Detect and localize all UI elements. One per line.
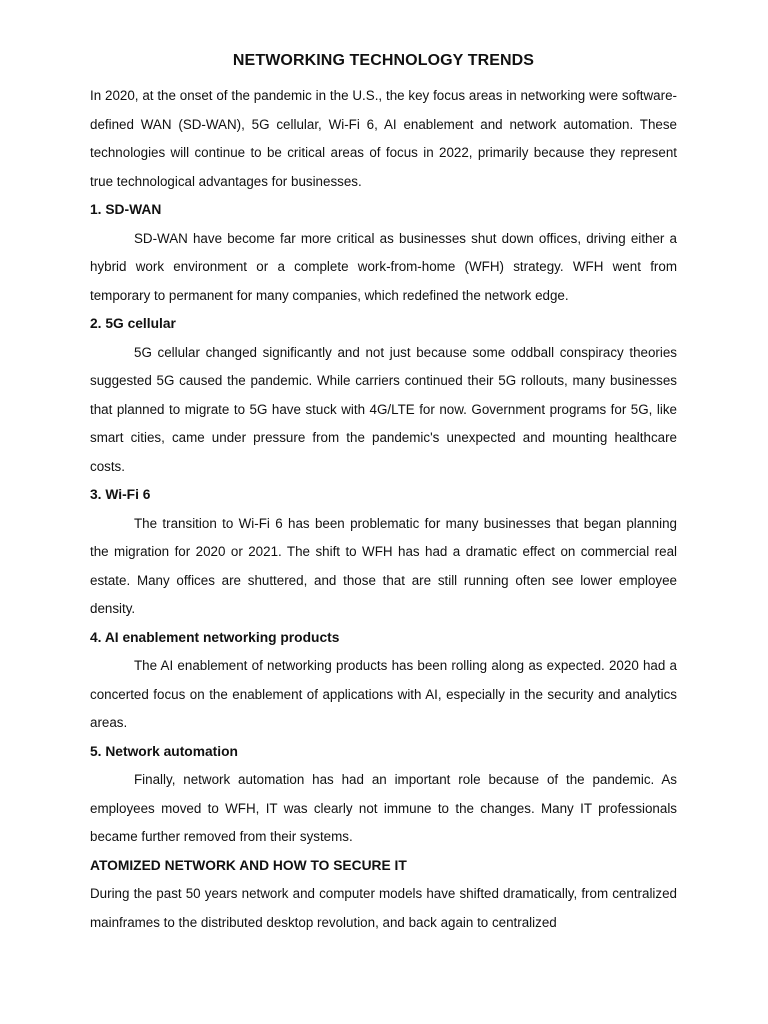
document-page [90,46,677,937]
intro-paragraph: In 2020, at the onset of the pandemic in the U.S., the key focus areas in networking were software-defined WAN (SD-WAN), 5G cellular, Wi-Fi 6, AI enablement and network automation. These technologies will continue to be critical areas of focus in 2022, primarily because they represent true technological advantages for businesses. [90,88,677,189]
section-heading-5g-cellular: 2. 5G cellular [90,316,176,331]
section-body-5g-cellular: 5G cellular changed significantly and not just because some oddball conspiracy theories suggested 5G caused the pandemic. While carriers continued their 5G rollouts, many businesses that planned to migrate to 5G have stuck with 4G/LTE for now. Government programs for 5G, like smart cities, came under pressure from the pandemic's unexpected and mounting healthcare costs. [90,344,677,474]
section-body-sd-wan: SD-WAN have become far more critical as businesses shut down offices, driving either a hybrid work environment or a complete work-from-home (WFH) strategy. WFH went from temporary to permanent for many companies, which redefined the network edge. [90,230,677,303]
section-body-wifi-6: The transition to Wi-Fi 6 has been problematic for many businesses that began planning the migration for 2020 or 2021. The shift to WFH has had a dramatic effect on commercial real estate. Many offices are shuttered, and those that are still running often see lower employee density. [90,515,677,616]
section-body-network-automation: Finally, network automation has had an important role because of the pandemic. As employees moved to WFH, IT was clearly not immune to the changes. Many IT professionals became further removed from their systems. [90,772,677,844]
section-heading-ai-enablement: 4. AI enablement networking products [90,629,340,645]
section-heading-wifi-6: 3. Wi-Fi 6 [90,487,151,502]
document-title: NETWORKING TECHNOLOGY TRENDS [232,52,535,69]
section-body-atomized-network: During the past 50 years network and computer models have shifted dramatically, from centralized mainframes to the distributed desktop revolution, and back again to centralized [90,886,677,930]
section-body-ai-enablement: The AI enablement of networking products has been rolling along as expected. 2020 had a concerted focus on the enablement of applications with AI, especially in the security and analytics areas. [90,658,677,730]
section-heading-network-automation: 5. Network automation [90,743,238,759]
section-heading-atomized-network: ATOMIZED NETWORK AND HOW TO SECURE IT [90,857,407,873]
section-heading-sd-wan: 1. SD-WAN [90,202,162,217]
